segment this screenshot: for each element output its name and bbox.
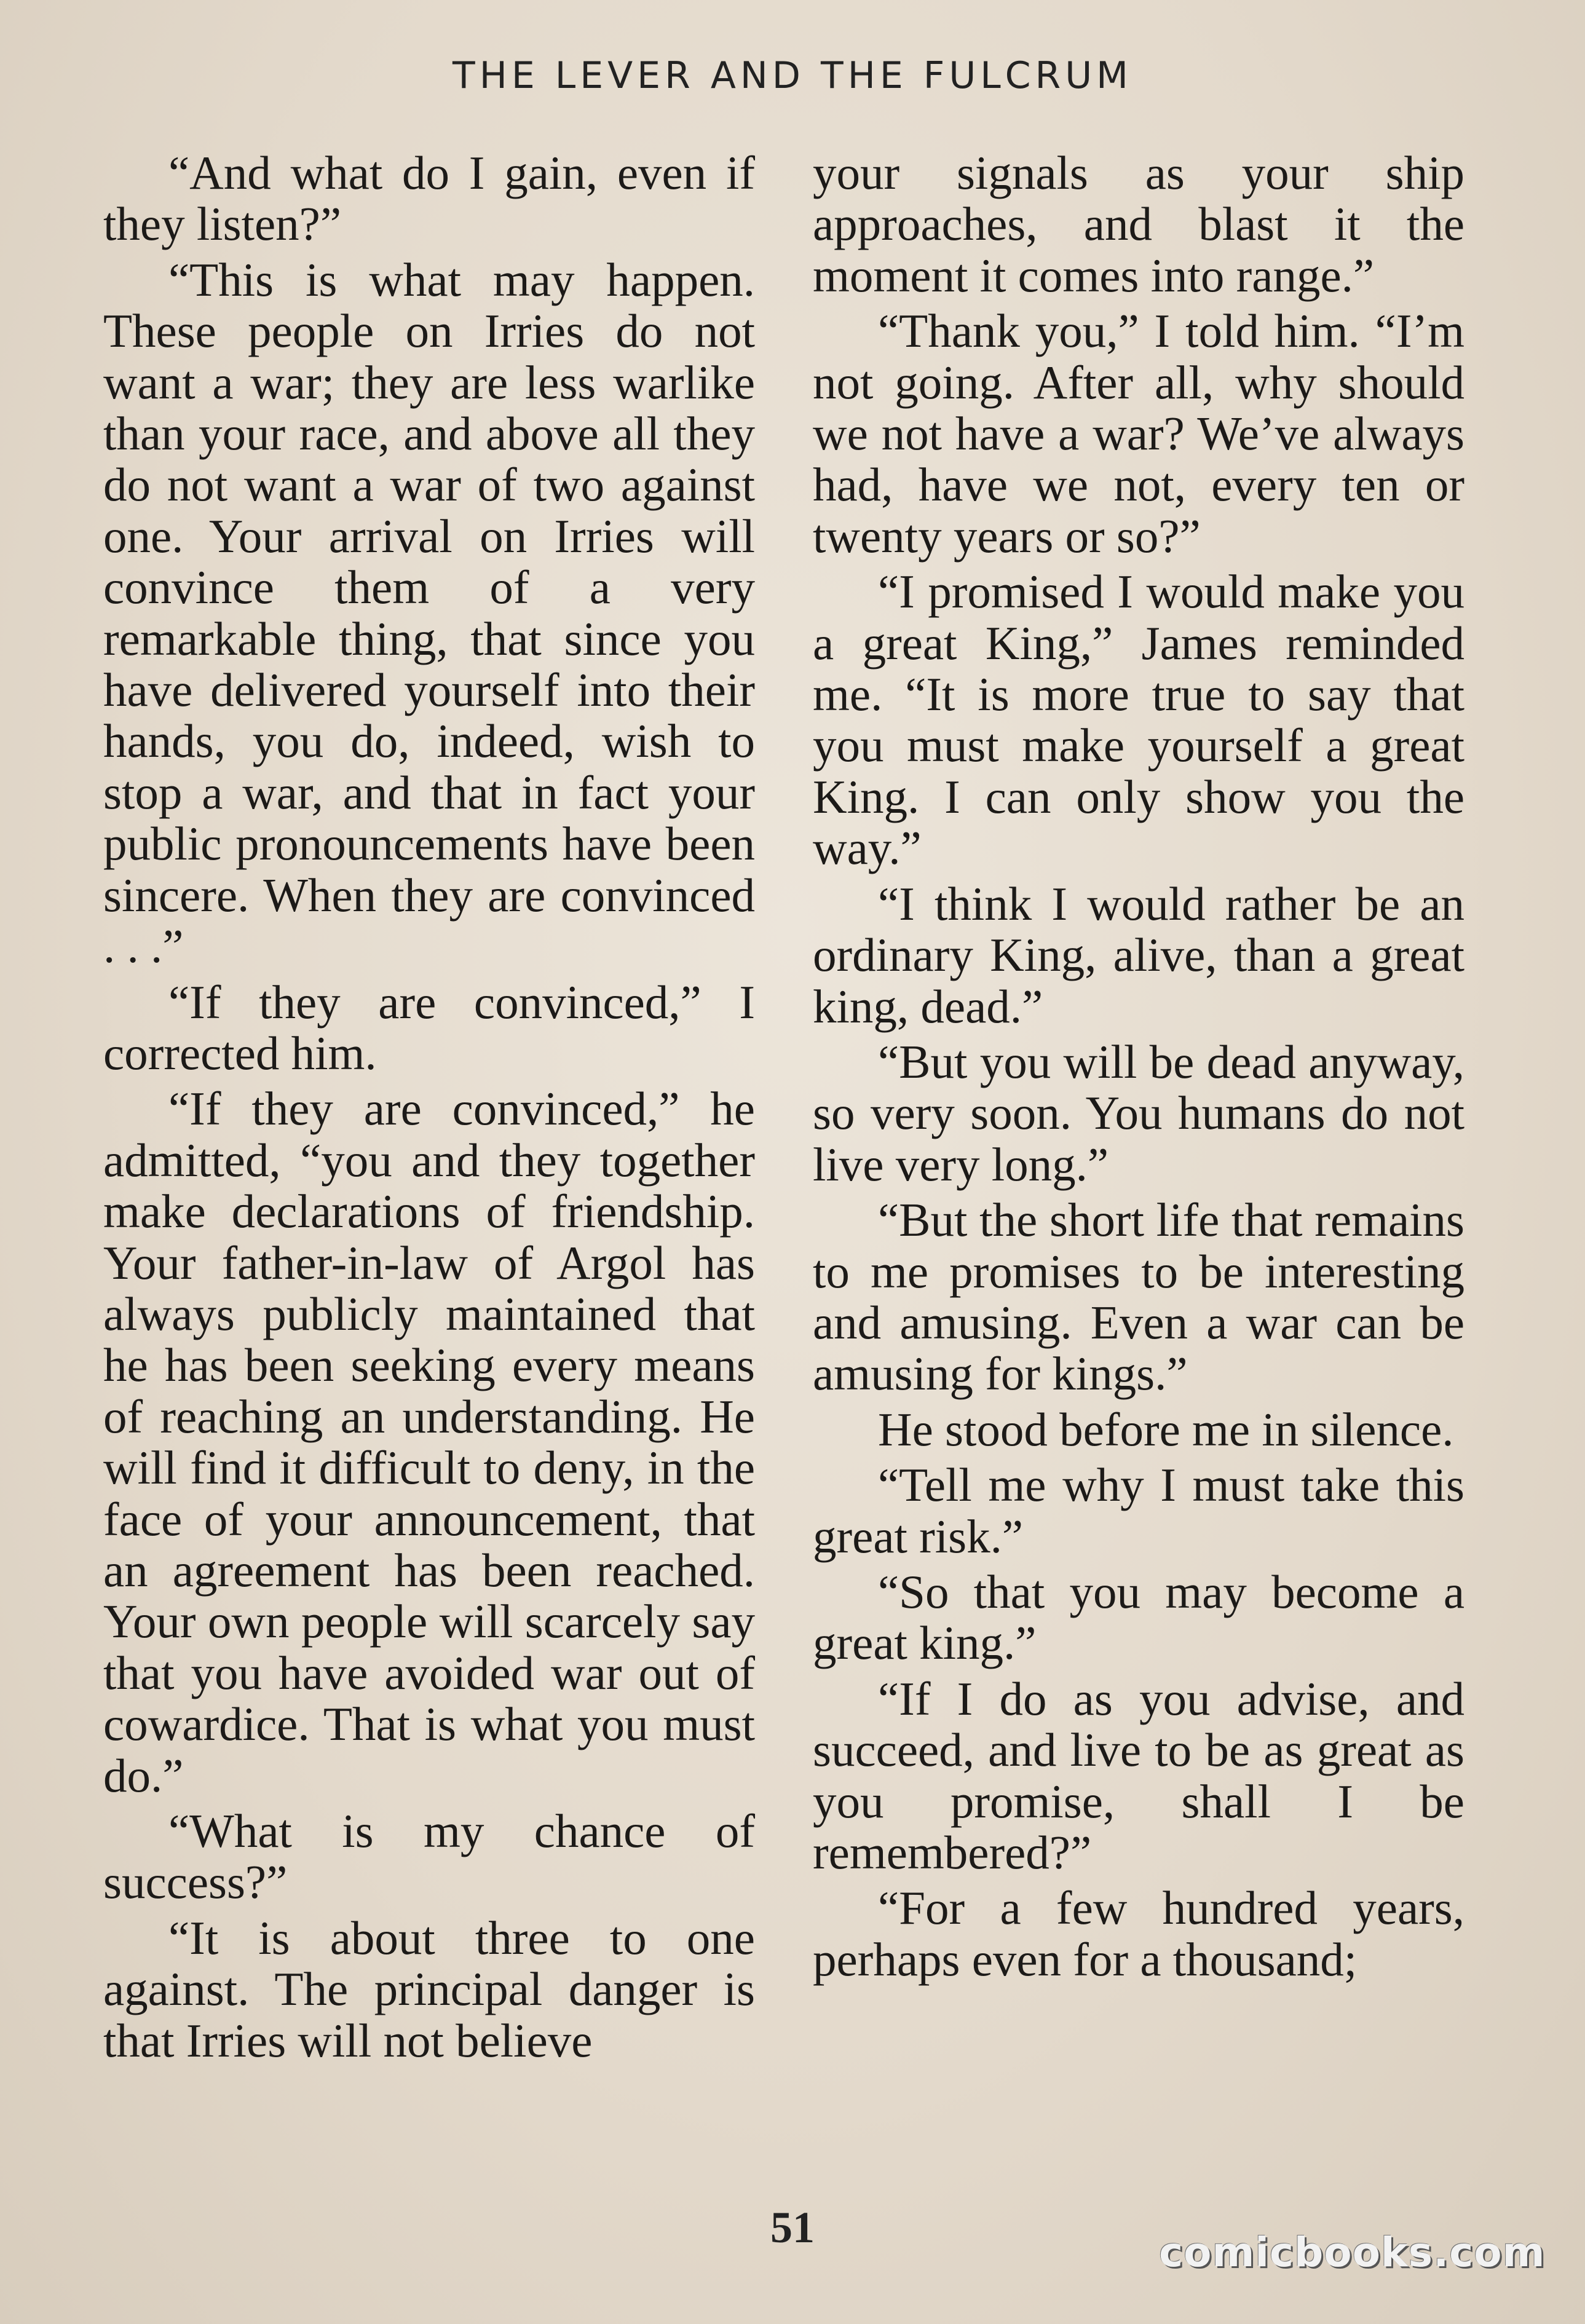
watermark: comicbooks.com [1159,2229,1546,2276]
paragraph: your signals as your ship approaches, and blast it the moment it comes into range.” [813,146,1464,302]
running-head: THE LEVER AND THE FULCRUM [453,54,1132,97]
paragraph: “If I do as you advise, and succeed, and live to be as great as you promise, shall I be remembered?” [813,1672,1464,1879]
paragraph: “For a few hundred years, perhaps even for a thousand; [813,1881,1464,1986]
paragraph: “What is my chance of success?” [103,1804,755,1909]
paragraph: “But you will be dead anyway, so very soon. You humans do not live very long.” [813,1035,1464,1191]
paragraph: “So that you may become a great king.” [813,1565,1464,1670]
paragraph: “I promised I would make you a great King,” James reminded me. “It is more true to say that you must make yourself a great King. I can only show you the way.” [813,565,1464,875]
text-column-left [103,148,755,2071]
paragraph: “This is what may happen. These people on Irries do not want a war; they are less warlike than your race, and above all they do not want a war of two against one. Your arrival on Irries will convince them of a very remarkable thing, that since you have delivered yourself into their hands, you do, indeed, wish to stop a war, and that in fact your public pronouncements have been sincere. When they are convinced . . .” [103,253,755,973]
paragraph: “If they are convinced,” I corrected him. [103,975,755,1080]
paragraph: “It is about three to one against. The principal danger is that Irries will not believe [103,1911,755,2067]
paragraph: “I think I would rather be an ordinary King, alive, than a great king, dead.” [813,877,1464,1033]
paragraph: “Tell me why I must take this great risk.” [813,1458,1464,1563]
paragraph: “But the short life that remains to me promises to be interesting and amusing. Even a war can be amusing for kings.” [813,1193,1464,1401]
paragraph: “Thank you,” I told him. “I’m not going. After all, why should we not have a war? We’ve always had, have we not, every ten or twenty years or so?” [813,304,1464,563]
page-number: 51 [770,2203,815,2252]
paragraph: “If they are convinced,” he admitted, “you and they together make declarations of friendship. Your father-in-law of Argol has always publicly maintained that he has been seeking every means of reaching an understanding. He will find it difficult to deny, in the face of your announcement, that an agreement has been reached. Your own people will scarcely say that you have avoided war out of cowardice. That is what you must do.” [103,1082,755,1802]
paragraph: He stood before me in silence. [878,1402,1454,1456]
text-column-right [813,148,1464,1990]
paragraph: “And what do I gain, even if they listen?” [103,146,755,251]
